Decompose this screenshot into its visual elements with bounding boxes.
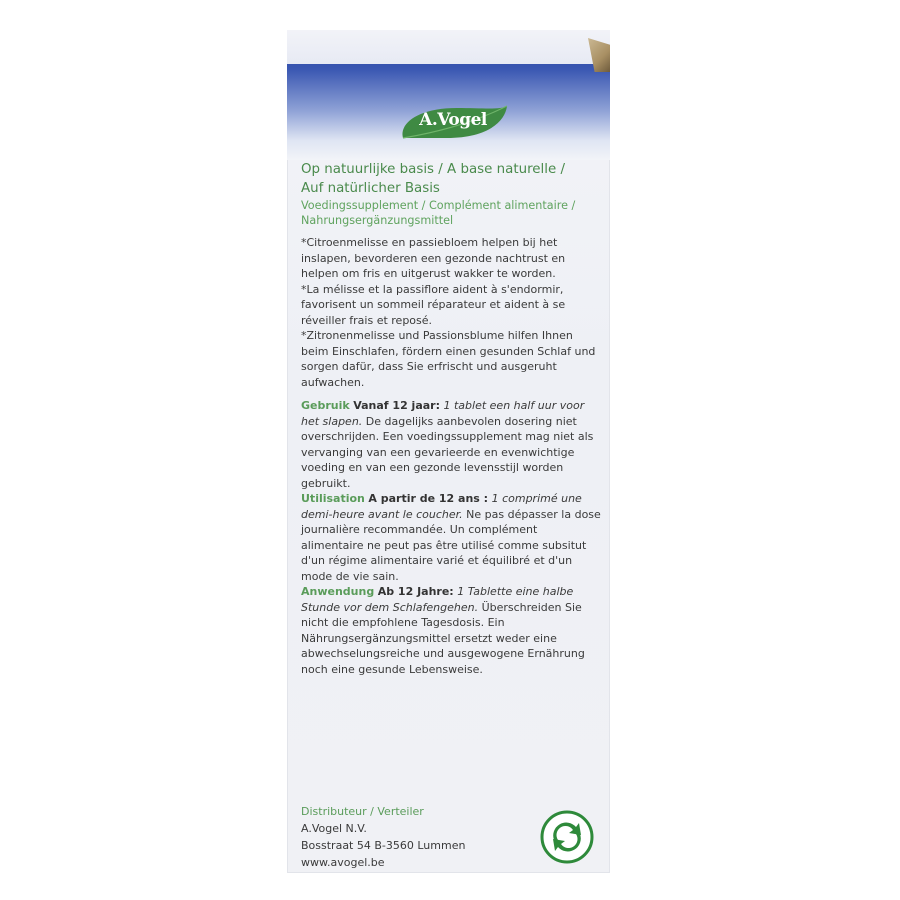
- claim-fr: *La mélisse et la passiflore aident à s'endormir, favorisent un sommeil réparateur et aident à se réveiller frais et reposé.: [301, 282, 566, 327]
- usage-de-label: Anwendung: [301, 585, 375, 598]
- claim-nl: *Citroenmelisse en passiebloem helpen bij het inslapen, bevorderen een gezonde nachtrust en helpen om fris en uitgerust wakker te worden.: [301, 236, 566, 280]
- usage-nl: [301, 398, 601, 491]
- usage-nl-dose: 1 tablet een half uur voor het slapen.: [301, 399, 585, 428]
- usage-fr-label: Utilisation: [301, 492, 365, 505]
- usage-fr-rest: Ne pas dépasser la dose journalière recommandée. Un complément alimentaire ne peut pas être utilisé comme subsitut d'un régime alimentaire varié et équilibré et d'un mode de vie sain.: [301, 507, 601, 583]
- usage-de-dose: 1 Tablette eine halbe Stunde vor dem Schlafengehen.: [301, 585, 574, 614]
- package-top-edge: [287, 30, 610, 64]
- brand-logo-text: A.Vogel: [419, 110, 487, 130]
- distributor-name: A.Vogel N.V.: [301, 822, 367, 835]
- brand-logo: [397, 104, 509, 142]
- heading-line-1: Op natuurlijke basis / A base naturelle /: [301, 162, 565, 177]
- usage-fr: [301, 491, 601, 584]
- recycle-icon: [540, 810, 594, 864]
- distributor-website: www.avogel.be: [301, 856, 385, 869]
- distributor-address: Bosstraat 54 B-3560 Lummen: [301, 839, 466, 852]
- heading-line-2: Auf natürlicher Basis: [301, 181, 440, 196]
- claim-de: *Zitronenmelisse und Passionsblume hilfen Ihnen beim Einschlafen, fördern einen gesunden Schlaf und sorgen dafür, dass Sie erfrischt und ausgeruht aufwachen.: [301, 329, 596, 389]
- usage-fr-age: A partir de 12 ans :: [368, 492, 489, 505]
- label-content: [301, 160, 601, 677]
- usage-nl-label: Gebruik: [301, 399, 350, 412]
- subheading-line-2: Nahrungsergänzungsmittel: [301, 214, 454, 227]
- usage-nl-age: Vanaf 12 jaar:: [353, 399, 440, 412]
- subheading: [301, 198, 601, 228]
- usage-nl-rest: De dagelijks aanbevolen dosering niet overschrijden. Een voedingssupplement mag niet als vervanging van een gevarieerde en evenwichtige voeding en van een gezonde levensstijl worden gebruikt.: [301, 414, 594, 490]
- subheading-line-1: Voedingssupplement / Complément alimentaire /: [301, 199, 576, 212]
- usage-fr-dose: 1 comprimé une demi-heure avant le coucher.: [301, 492, 582, 521]
- usage-de: [301, 584, 601, 677]
- package-side-panel: [287, 30, 610, 873]
- distributor-label: Distributeur / Verteiler: [301, 805, 424, 818]
- usage-de-age: Ab 12 Jahre:: [377, 585, 454, 598]
- distributor-block: [301, 803, 541, 871]
- usage-de-rest: Überschreiden Sie nicht die empfohlene Tagesdosis. Ein Nährungsergänzungsmittel ersetzt weder eine abwechselungsreiche und ausgewogene Ernährung noch eine gesunde Lebensweise.: [301, 600, 585, 676]
